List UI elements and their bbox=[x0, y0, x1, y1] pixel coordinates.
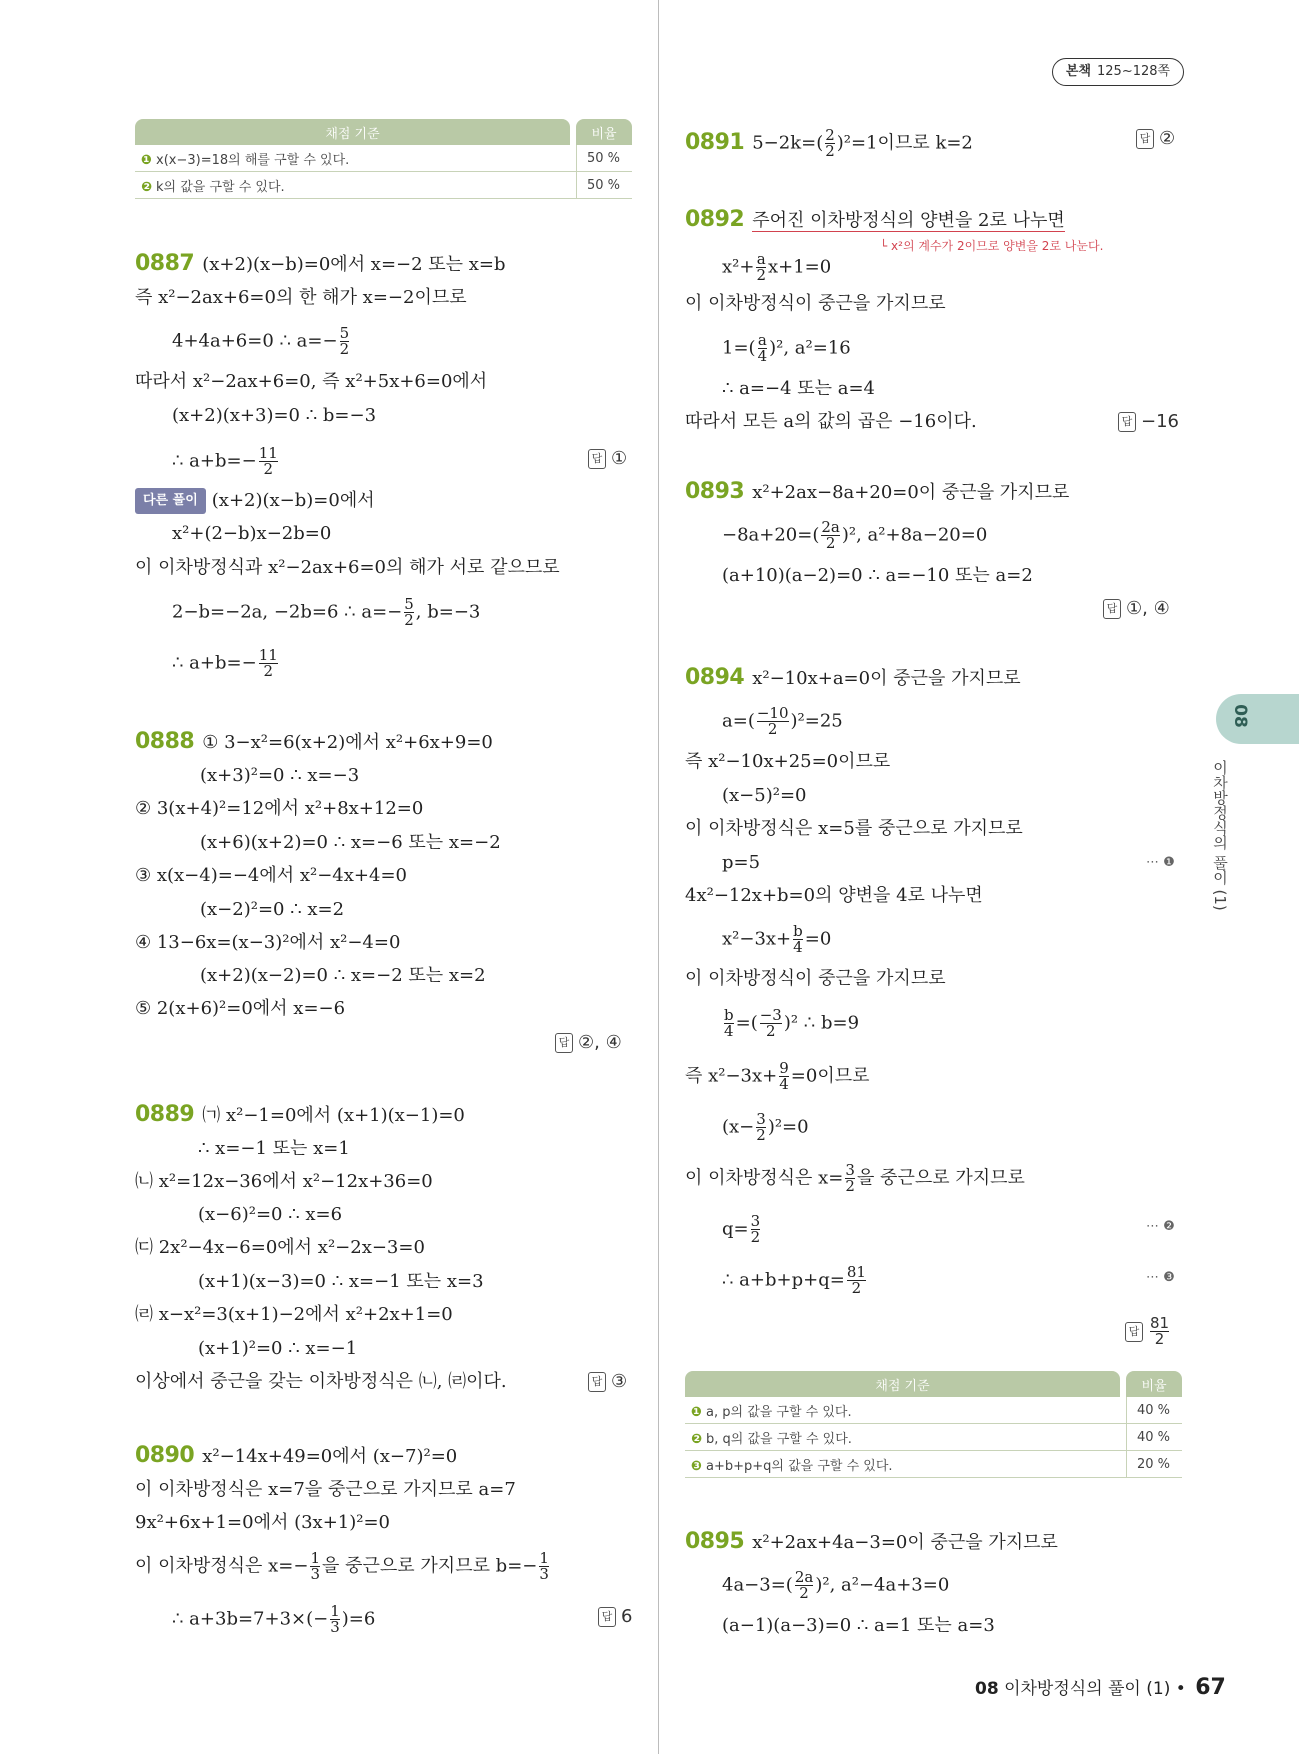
line-text: 4a−3=( bbox=[722, 1574, 793, 1596]
solution-0889-line9: 이상에서 중근을 갖는 이차방정식은 ㈁, ㈃이다. bbox=[135, 1371, 507, 1392]
numerator: 5 bbox=[404, 595, 414, 613]
numerator: 1 bbox=[539, 1549, 549, 1567]
solution-0888-line8: (x+2)(x−2)=0 ∴ x=−2 또는 x=2 bbox=[200, 965, 486, 986]
numerator: 5 bbox=[339, 324, 350, 342]
solution-0894-line12 bbox=[722, 1112, 809, 1143]
numerator: 2a bbox=[821, 518, 840, 536]
grading-header-ratio: 비율 bbox=[576, 119, 632, 145]
numerator: 11 bbox=[258, 444, 278, 462]
denominator: 2 bbox=[1150, 1331, 1169, 1347]
solution-0894-line10 bbox=[722, 1008, 859, 1039]
line-text: ∴ a+b=− bbox=[172, 450, 257, 472]
denominator: 2 bbox=[795, 1585, 814, 1601]
solution-0892-line1 bbox=[685, 208, 1065, 233]
solution-0887-alt5 bbox=[172, 648, 280, 679]
answer-text: −16 bbox=[1141, 411, 1179, 432]
solution-0887-alt4 bbox=[172, 597, 480, 628]
grading-row bbox=[685, 1424, 1182, 1451]
solution-0889-line3: ㈁ x²=12x−36에서 x²−12x+36=0 bbox=[135, 1171, 433, 1192]
fraction bbox=[330, 1604, 340, 1635]
denominator: 2 bbox=[756, 1126, 766, 1144]
line-text: x²−10x+a=0이 중근을 가지므로 bbox=[752, 668, 1021, 689]
criteria-pct: 40 % bbox=[1126, 1397, 1182, 1424]
line-text: (x− bbox=[722, 1116, 755, 1138]
line-text: ① 3−x²=6(x+2)에서 x²+6x+9=0 bbox=[202, 732, 493, 753]
fraction bbox=[756, 252, 766, 283]
line-text: x+1=0 bbox=[768, 256, 832, 278]
grading-row bbox=[135, 145, 632, 172]
solution-0893-line3: (a+10)(a−2)=0 ∴ a=−10 또는 a=2 bbox=[722, 565, 1033, 586]
answer-0887 bbox=[588, 448, 627, 469]
line-text: ∴ a+3b=7+3×(− bbox=[172, 1608, 329, 1630]
solution-0888-line9: ⑤ 2(x+6)²=0에서 x=−6 bbox=[135, 998, 346, 1019]
solution-0889-line4: (x−6)²=0 ∴ x=6 bbox=[198, 1204, 343, 1225]
fraction bbox=[259, 648, 278, 679]
denominator: 2 bbox=[404, 611, 414, 629]
step-marker-2: ⋯ ❷ bbox=[1146, 1219, 1175, 1234]
solution-0894-line13 bbox=[685, 1163, 1025, 1194]
step-marker-3: ⋯ ❸ bbox=[1146, 1270, 1175, 1285]
solution-0887-line3 bbox=[172, 326, 351, 357]
criteria-mark: ❷ bbox=[691, 1431, 703, 1447]
fraction bbox=[757, 706, 789, 737]
solution-0894-line3: 즉 x²−10x+25=0이므로 bbox=[685, 751, 891, 772]
criteria-pct: 40 % bbox=[1126, 1424, 1182, 1451]
denominator: 2 bbox=[259, 663, 278, 679]
answer-0888 bbox=[555, 1032, 622, 1053]
alternative-solution-badge: 다른 풀이 bbox=[135, 488, 206, 514]
line-text: , b=−3 bbox=[415, 601, 481, 623]
criteria-pct: 50 % bbox=[576, 172, 632, 199]
denominator: 4 bbox=[793, 938, 803, 956]
solution-0887-line5: (x+2)(x+3)=0 ∴ b=−3 bbox=[172, 405, 377, 426]
page-range: 125~128쪽 bbox=[1097, 64, 1171, 79]
line-text: )²=1이므로 k=2 bbox=[836, 132, 973, 154]
step-marker-1: ⋯ ❶ bbox=[1146, 855, 1175, 870]
numerator: a bbox=[756, 250, 766, 268]
grading-row bbox=[685, 1397, 1182, 1424]
line-text: =0 bbox=[804, 928, 832, 950]
solution-0894-line5: 이 이차방정식은 x=5를 중근으로 가지므로 bbox=[685, 818, 1023, 839]
grading-header-criteria: 채점 기준 bbox=[135, 119, 570, 145]
solution-0894-line7: 4x²−12x+b=0의 양변을 4로 나누면 bbox=[685, 885, 983, 906]
solution-0888-line3: ② 3(x+4)²=12에서 x²+8x+12=0 bbox=[135, 798, 424, 819]
criteria-text: k의 값을 구할 수 있다. bbox=[156, 179, 285, 195]
page-footer bbox=[975, 1674, 1226, 1700]
grading-row bbox=[685, 1451, 1182, 1478]
answer-0890 bbox=[598, 1606, 632, 1627]
denominator: 2 bbox=[847, 1280, 866, 1296]
criteria-text: a, p의 값을 구할 수 있다. bbox=[706, 1404, 852, 1420]
line-text: )², a²−4a+3=0 bbox=[815, 1574, 950, 1596]
denominator: 2 bbox=[339, 340, 350, 358]
numerator: 81 bbox=[1150, 1314, 1170, 1332]
fraction bbox=[825, 128, 835, 159]
line-text: q= bbox=[722, 1218, 749, 1240]
answer-text: ②, ④ bbox=[578, 1032, 622, 1053]
solution-0887-line1 bbox=[135, 252, 506, 277]
problem-number: 0891 bbox=[685, 129, 745, 155]
answer-0891 bbox=[1136, 128, 1175, 149]
line-text: 을 중근으로 가지므로 bbox=[856, 1167, 1025, 1189]
line-text: 5−2k=( bbox=[752, 132, 824, 154]
line-text: ㈀ x²−1=0에서 (x+1)(x−1)=0 bbox=[202, 1105, 465, 1126]
criteria-mark: ❷ bbox=[141, 179, 153, 195]
line-text: 주어진 이차방정식의 양변을 2로 나누면 bbox=[752, 210, 1065, 231]
problem-number: 0887 bbox=[135, 251, 195, 276]
problem-number: 0888 bbox=[135, 729, 195, 754]
chapter-side-title: 이차방정식의 풀이 (1) bbox=[1211, 760, 1229, 911]
problem-number: 0892 bbox=[685, 207, 745, 232]
numerator: 9 bbox=[779, 1059, 789, 1077]
solution-0890-line3: 9x²+6x+1=0에서 (3x+1)²=0 bbox=[135, 1512, 391, 1533]
solution-0889-line2: ∴ x=−1 또는 x=1 bbox=[198, 1138, 350, 1159]
criteria-mark: ❶ bbox=[141, 152, 153, 168]
line-text: )=6 bbox=[341, 1608, 376, 1630]
numerator: 1 bbox=[330, 1602, 340, 1620]
solution-0894-line2 bbox=[722, 706, 843, 737]
solution-0887-alt2: x²+(2−b)x−2b=0 bbox=[172, 523, 332, 544]
criteria-text: x(x−3)=18의 해를 구할 수 있다. bbox=[156, 152, 350, 168]
solution-0890-line2: 이 이차방정식은 x=7을 중근으로 가지므로 a=7 bbox=[135, 1479, 516, 1500]
chapter-side-tab bbox=[1216, 694, 1299, 744]
answer-0892 bbox=[1118, 411, 1179, 432]
grading-table-top bbox=[135, 119, 632, 199]
numerator: b bbox=[724, 1006, 734, 1024]
criteria-text: a+b+p+q의 값을 구할 수 있다. bbox=[706, 1458, 893, 1474]
denominator: 3 bbox=[310, 1565, 321, 1583]
fraction bbox=[751, 1214, 761, 1245]
fraction bbox=[847, 1265, 866, 1296]
solution-0894-line9: 이 이차방정식이 중근을 가지므로 bbox=[685, 968, 946, 989]
solution-0889-line5: ㈂ 2x²−4x−6=0에서 x²−2x−3=0 bbox=[135, 1237, 425, 1258]
fraction bbox=[845, 1163, 855, 1194]
grading-row bbox=[135, 172, 632, 199]
line-text: x²+2ax+4a−3=0이 중근을 가지므로 bbox=[752, 1532, 1058, 1553]
answer-0894 bbox=[1125, 1316, 1171, 1347]
line-text: =0이므로 bbox=[790, 1065, 870, 1087]
line-text: (x+2)(x−b)=0에서 x=−2 또는 x=b bbox=[202, 254, 506, 275]
solution-0892-line4 bbox=[722, 333, 851, 364]
fraction bbox=[779, 1061, 789, 1092]
line-text: 을 중근으로 가지므로 b=− bbox=[322, 1555, 538, 1577]
denominator: 2 bbox=[845, 1177, 855, 1195]
solution-0888-line7: ④ 13−6x=(x−3)²에서 x²−4=0 bbox=[135, 932, 401, 953]
solution-0887-line6 bbox=[172, 446, 280, 477]
numerator: −3 bbox=[759, 1006, 782, 1024]
solution-0892-line2 bbox=[722, 252, 831, 283]
solution-0892-line6: 따라서 모든 a의 값의 곱은 −16이다. bbox=[685, 411, 977, 432]
line-text: ∴ a+b=− bbox=[172, 652, 257, 674]
line-text: 이 이차방정식은 x= bbox=[685, 1167, 844, 1189]
solution-0895-line3: (a−1)(a−3)=0 ∴ a=1 또는 a=3 bbox=[722, 1615, 995, 1636]
solution-0894-line1 bbox=[685, 666, 1021, 691]
solution-0889-line8: (x+1)²=0 ∴ x=−1 bbox=[198, 1338, 358, 1359]
page-reference-badge bbox=[1052, 58, 1184, 86]
answer-icon: 답 bbox=[1118, 412, 1136, 432]
line-text: 즉 x²−3x+ bbox=[685, 1065, 778, 1087]
grading-table-bottom bbox=[685, 1371, 1182, 1478]
solution-0889-line7: ㈃ x−x²=3(x+1)−2에서 x²+2x+1=0 bbox=[135, 1304, 453, 1325]
problem-number: 0895 bbox=[685, 1529, 745, 1554]
line-text: 2−b=−2a, −2b=6 ∴ a=− bbox=[172, 601, 403, 623]
fraction bbox=[756, 1112, 766, 1143]
answer-icon: 답 bbox=[1136, 129, 1154, 149]
numerator: 3 bbox=[845, 1161, 855, 1179]
numerator: −10 bbox=[756, 704, 789, 722]
criteria-pct: 20 % bbox=[1126, 1451, 1182, 1478]
solution-0895-line2 bbox=[722, 1570, 949, 1601]
problem-number: 0890 bbox=[135, 1443, 195, 1468]
solution-0887-line2: 즉 x²−2ax+6=0의 한 해가 x=−2이므로 bbox=[135, 287, 467, 308]
fraction bbox=[760, 1008, 782, 1039]
denominator: 2 bbox=[757, 721, 789, 737]
fraction bbox=[821, 520, 840, 551]
criteria-pct: 50 % bbox=[576, 145, 632, 172]
solution-0892-line5: ∴ a=−4 또는 a=4 bbox=[722, 378, 876, 399]
line-text: −8a+20=( bbox=[722, 524, 820, 546]
answer-text: ① bbox=[611, 448, 628, 469]
line-text: 이 이차방정식은 x=− bbox=[135, 1555, 309, 1577]
solution-0888-line6: (x−2)²=0 ∴ x=2 bbox=[200, 899, 345, 920]
solution-0888-line1 bbox=[135, 730, 493, 755]
solution-0894-line15 bbox=[722, 1265, 868, 1296]
line-text: 1=( bbox=[722, 337, 756, 359]
line-text: )²=0 bbox=[767, 1116, 809, 1138]
numerator: 2 bbox=[825, 126, 835, 144]
solution-0894-line11 bbox=[685, 1061, 870, 1092]
solution-0890-line5 bbox=[172, 1604, 375, 1635]
denominator: 2 bbox=[825, 142, 835, 160]
solution-0893-line2 bbox=[722, 520, 987, 551]
footer-title: 이차방정식의 풀이 (1) bbox=[1004, 1679, 1171, 1699]
answer-icon: 답 bbox=[555, 1033, 573, 1053]
denominator: 2 bbox=[756, 266, 766, 284]
answer-icon: 답 bbox=[598, 1607, 616, 1627]
numerator: 3 bbox=[756, 1110, 766, 1128]
grading-header-criteria: 채점 기준 bbox=[685, 1371, 1120, 1397]
denominator: 3 bbox=[539, 1565, 549, 1583]
fraction bbox=[539, 1551, 549, 1582]
solution-0889-line6: (x+1)(x−3)=0 ∴ x=−1 또는 x=3 bbox=[198, 1271, 484, 1292]
denominator: 2 bbox=[750, 1228, 761, 1246]
line-text: x²+ bbox=[722, 256, 755, 278]
solution-0889-line1 bbox=[135, 1103, 465, 1128]
line-text: )², a²+8a−20=0 bbox=[841, 524, 988, 546]
denominator: 2 bbox=[821, 535, 840, 551]
footer-chapter-number: 08 bbox=[975, 1679, 999, 1699]
solution-0887-alt1 bbox=[135, 488, 375, 514]
line-text: =( bbox=[735, 1012, 758, 1034]
fraction bbox=[404, 597, 414, 628]
answer-0889 bbox=[588, 1371, 627, 1392]
solution-0894-line6: p=5 bbox=[722, 852, 761, 873]
criteria-text: b, q의 값을 구할 수 있다. bbox=[706, 1431, 852, 1447]
solution-0894-line4: (x−5)²=0 bbox=[722, 785, 807, 806]
answer-text: ② bbox=[1159, 128, 1176, 149]
denominator: 2 bbox=[259, 461, 278, 477]
line-text: 4+4a+6=0 ∴ a=− bbox=[172, 330, 338, 352]
numerator: 11 bbox=[258, 646, 278, 664]
denominator: 4 bbox=[757, 347, 768, 365]
fraction bbox=[310, 1551, 320, 1582]
answer-icon: 답 bbox=[588, 449, 606, 469]
solution-0890-line1 bbox=[135, 1444, 457, 1469]
answer-icon: 답 bbox=[1125, 1322, 1143, 1342]
line-text: ∴ a+b+p+q= bbox=[722, 1269, 845, 1291]
solution-0894-line14 bbox=[722, 1214, 762, 1245]
problem-number: 0893 bbox=[685, 479, 745, 504]
denominator: 2 bbox=[760, 1023, 782, 1039]
book-label: 본책 bbox=[1065, 64, 1092, 79]
solution-0887-alt3: 이 이차방정식과 x²−2ax+6=0의 해가 서로 같으므로 bbox=[135, 557, 560, 578]
solution-0888-line2: (x+3)²=0 ∴ x=−3 bbox=[200, 765, 360, 786]
page-number: 67 bbox=[1195, 1675, 1226, 1700]
answer-text: ③ bbox=[611, 1371, 628, 1392]
numerator: 1 bbox=[310, 1549, 321, 1567]
problem-number: 0889 bbox=[135, 1102, 195, 1127]
line-text: x²−14x+49=0에서 (x−7)²=0 bbox=[202, 1446, 458, 1467]
fraction bbox=[724, 1008, 734, 1039]
solution-0892-note: └ x²의 계수가 2이므로 양변을 2로 나눈다. bbox=[880, 239, 1104, 253]
numerator: 81 bbox=[846, 1263, 866, 1281]
solution-0888-line5: ③ x(x−4)=−4에서 x²−4x+4=0 bbox=[135, 865, 407, 886]
chapter-tab-number: 08 bbox=[1229, 704, 1250, 728]
criteria-mark: ❶ bbox=[691, 1404, 703, 1420]
criteria-mark: ❸ bbox=[691, 1458, 703, 1474]
denominator: 3 bbox=[330, 1618, 340, 1636]
answer-text: 6 bbox=[621, 1606, 633, 1627]
numerator: 2a bbox=[794, 1568, 814, 1586]
numerator: b bbox=[793, 922, 803, 940]
line-text: x²+2ax−8a+20=0이 중근을 가지므로 bbox=[752, 482, 1070, 503]
answer-icon: 답 bbox=[1103, 599, 1121, 619]
solution-0894-line8 bbox=[722, 924, 831, 955]
grading-header-ratio: 비율 bbox=[1126, 1371, 1182, 1397]
line-text: a=( bbox=[722, 710, 755, 732]
fraction bbox=[795, 1570, 814, 1601]
fraction bbox=[1150, 1316, 1169, 1347]
footer-dot: • bbox=[1175, 1679, 1186, 1699]
numerator: a bbox=[757, 331, 767, 349]
solution-0892-line3: 이 이차방정식이 중근을 가지므로 bbox=[685, 293, 946, 314]
denominator: 4 bbox=[779, 1075, 789, 1093]
solution-0891-line1 bbox=[685, 128, 973, 159]
solution-0890-line4 bbox=[135, 1551, 551, 1582]
denominator: 4 bbox=[724, 1022, 734, 1040]
solution-0888-line4: (x+6)(x+2)=0 ∴ x=−6 또는 x=−2 bbox=[200, 832, 501, 853]
answer-0893 bbox=[1103, 598, 1170, 619]
answer-icon: 답 bbox=[588, 1372, 606, 1392]
fraction bbox=[259, 446, 278, 477]
fraction bbox=[793, 924, 803, 955]
line-text: )², a²=16 bbox=[769, 337, 851, 359]
line-text: x²−3x+ bbox=[722, 928, 792, 950]
line-text: )²=25 bbox=[790, 710, 843, 732]
line-text: )² ∴ b=9 bbox=[783, 1012, 860, 1034]
answer-text: ①, ④ bbox=[1126, 598, 1170, 619]
solution-0887-line4: 따라서 x²−2ax+6=0, 즉 x²+5x+6=0에서 bbox=[135, 371, 488, 392]
solution-0895-line1 bbox=[685, 1530, 1058, 1555]
column-divider bbox=[658, 0, 659, 1754]
numerator: 3 bbox=[750, 1212, 761, 1230]
solution-0893-line1 bbox=[685, 480, 1069, 505]
fraction bbox=[340, 326, 350, 357]
line-text: (x+2)(x−b)=0에서 bbox=[211, 490, 375, 511]
fraction bbox=[758, 333, 768, 364]
problem-number: 0894 bbox=[685, 665, 745, 690]
